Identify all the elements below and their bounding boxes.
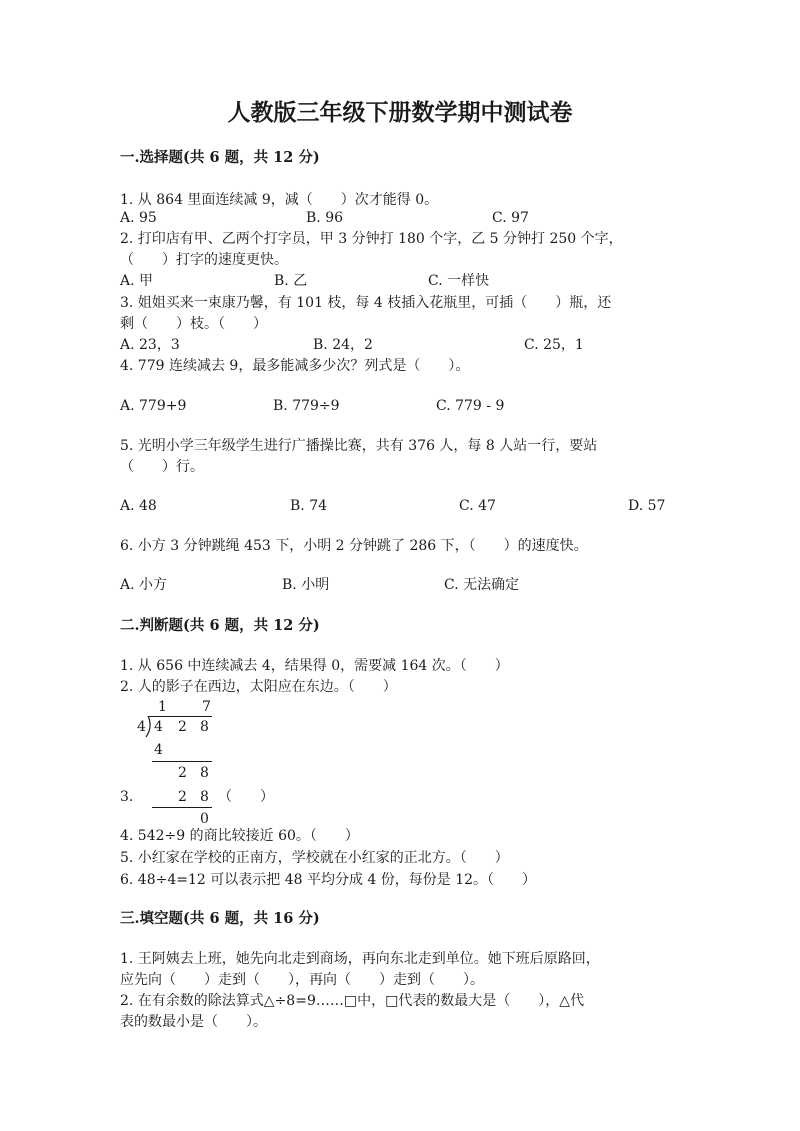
step-digit: 8 (200, 789, 209, 805)
step-digit: 4 (154, 742, 163, 758)
page-title: 人教版三年级下册数学期中测试卷 (227, 99, 573, 126)
step-line (152, 761, 212, 762)
question-text: 1. 从 864 里面连续减 9，减（ ）次才能得 0。 (120, 192, 439, 208)
option-b: B. 小明 (282, 577, 330, 593)
step-line (152, 807, 212, 808)
question-text: 1. 王阿姨去上班，她先向北走到商场，再向东北走到单位。她下班后原路回， (120, 951, 600, 967)
step-digit: 8 (200, 765, 209, 781)
remainder-digit: 0 (200, 811, 209, 827)
question-number: 3. (120, 789, 134, 805)
dividend-digit: 4 (154, 719, 163, 735)
question-text: 1. 从 656 中连续减去 4，结果得 0，需要减 164 次。（ ） (120, 658, 509, 674)
question-text: 4. 542÷9 的商比较接近 60。（ ） (120, 828, 359, 844)
option-b: B. 乙 (274, 273, 308, 289)
option-c: C. 779 - 9 (436, 398, 505, 414)
question-text: 表的数最小是（ ）。 (120, 1014, 267, 1030)
option-c: C. 25，1 (524, 337, 584, 353)
option-b: B. 779÷9 (273, 398, 340, 414)
question-text: 6. 小方 3 分钟跳绳 453 下，小明 2 分钟跳了 286 下，（ ）的速度快。 (120, 538, 588, 554)
question-text: 剩（ ）枝。（ ） (120, 316, 267, 332)
quotient-digit: 1 (158, 699, 167, 715)
dividend-digit: 8 (200, 719, 209, 735)
option-c: C. 一样快 (428, 273, 490, 289)
option-c: C. 97 (492, 210, 529, 226)
option-b: B. 24，2 (313, 337, 373, 353)
question-text: 应先向（ ）走到（ ），再向（ ）走到（ ）。 (120, 972, 484, 988)
question-text: 5. 小红家在学校的正南方，学校就在小红家的正北方。（ ） (120, 850, 509, 866)
question-text: 4. 779 连续减去 9，最多能减多少次？列式是（ ）。 (120, 358, 470, 374)
step-digit: 2 (178, 765, 187, 781)
dividend-digit: 2 (178, 719, 187, 735)
step-digit: 2 (178, 789, 187, 805)
divisor: 4 (137, 719, 146, 735)
section-heading-judge: 二.判断题(共 6 题，共 12 分) (120, 617, 320, 634)
option-a: A. 23，3 (120, 337, 180, 353)
question-text: 2. 在有余数的除法算式△÷8=9……□中，□代表的数最大是（ ），△代 (120, 993, 585, 1009)
option-c: C. 47 (459, 498, 496, 514)
question-text: 2. 打印店有甲、乙两个打字员，甲 3 分钟打 180 个字，乙 5 分钟打 250 个字， (120, 231, 623, 247)
section-heading-choice: 一.选择题(共 6 题，共 12 分) (120, 149, 320, 166)
question-text: 6. 48÷4=12 可以表示把 48 平均分成 4 份，每份是 12。（ ） (120, 872, 537, 888)
option-a: A. 48 (120, 498, 157, 514)
answer-blank: （ ） (218, 789, 274, 805)
question-text: 2. 人的影子在西边，太阳应在东边。（ ） (120, 679, 397, 695)
option-a: A. 95 (120, 210, 157, 226)
question-text: （ ）打字的速度更快。 (120, 252, 288, 268)
option-a: A. 甲 (120, 273, 154, 289)
question-text: （ ）行。 (120, 459, 204, 475)
question-text: 5. 光明小学三年级学生进行广播操比赛，共有 376 人，每 8 人站一行，要站 (120, 438, 598, 454)
option-d: D. 57 (628, 498, 666, 514)
question-text: 3. 姐姐买来一束康乃馨，有 101 枝，每 4 枝插入花瓶里，可插（ ）瓶，还 (120, 295, 612, 311)
section-heading-fill: 三.填空题(共 6 题，共 16 分) (120, 910, 320, 927)
division-bar (148, 716, 212, 717)
option-c: C. 无法确定 (444, 577, 520, 593)
quotient-digit: 7 (202, 699, 211, 715)
option-b: B. 96 (306, 210, 344, 226)
option-a: A. 小方 (120, 577, 168, 593)
option-a: A. 779+9 (120, 398, 187, 414)
option-b: B. 74 (290, 498, 328, 514)
